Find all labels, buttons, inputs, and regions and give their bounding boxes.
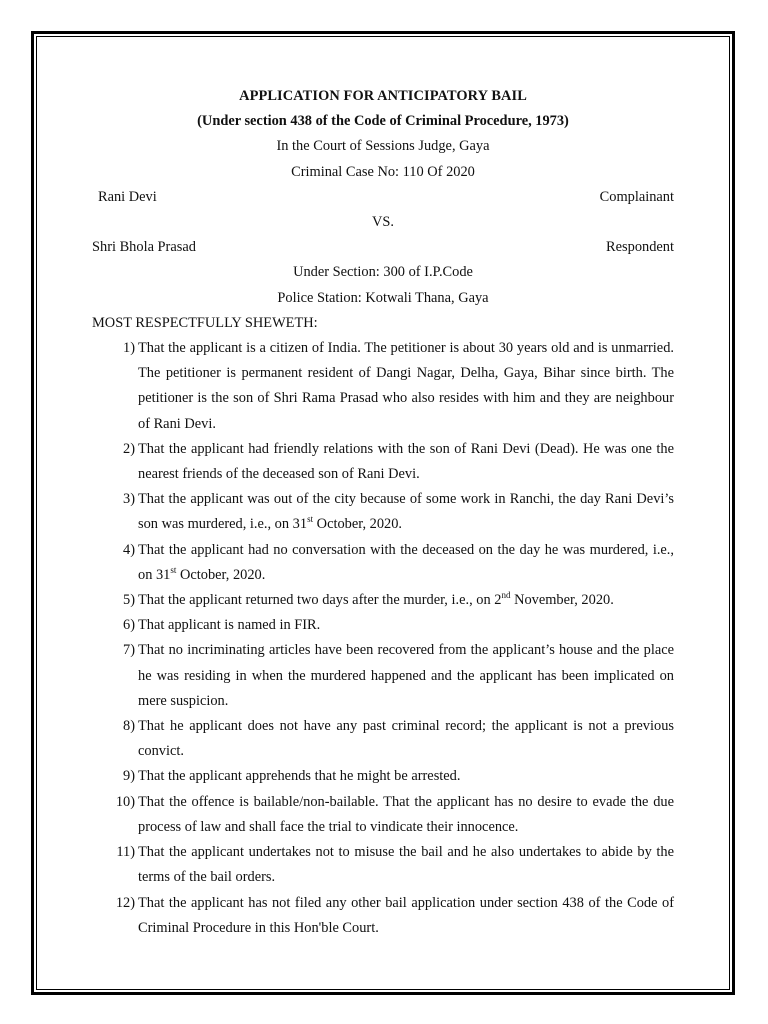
item-number: 3): [123, 491, 135, 508]
list-item: [92, 336, 674, 437]
item-number: 10): [115, 793, 135, 810]
court-name: In the Court of Sessions Judge, Gaya: [276, 138, 490, 155]
document-title: APPLICATION FOR ANTICIPATORY BAIL: [239, 88, 527, 104]
list-item: [92, 487, 674, 537]
item-text-tail: November, 2020.: [510, 592, 614, 609]
item-text-main: That the applicant was out of the city because of some work in Ranchi, the day Rani Devi’s son was murdered, i.e., on 31: [138, 491, 674, 533]
list-item: [92, 764, 674, 789]
item-text: That the applicant undertakes not to misuse the bail and he also undertakes to abide by the terms of the bail orders.: [138, 844, 674, 886]
complainant-role: Complainant: [599, 188, 674, 205]
item-number: 9): [123, 768, 135, 785]
item-text: That the applicant is a citizen of India. The petitioner is about 30 years old and is unmarried. The petitioner is permanent resident of Dangi Nagar, Delha, Gaya, Bihar since birth. The petitioner is the son of Shri Rama Prasad who also resides with him and they are neighbour of Rani Devi.: [138, 340, 674, 432]
police-station: Police Station: Kotwali Thana, Gaya: [277, 289, 489, 306]
item-text: [138, 538, 674, 588]
item-number: 12): [115, 894, 135, 911]
ordinal-suffix: st: [307, 514, 314, 525]
case-number: Criminal Case No: 110 Of 2020: [291, 163, 475, 180]
item-text: That he applicant does not have any past criminal record; the applicant is not a previous convict.: [138, 718, 674, 760]
item-text: That no incriminating articles have been recovered from the applicant’s house and the place he was residing in when the murdered happened and the applicant has been implicated on mere suspicion.: [138, 642, 674, 709]
item-text-tail: October, 2020.: [313, 516, 403, 533]
item-number: 2): [123, 440, 135, 457]
complainant-name: Rani Devi: [98, 188, 157, 205]
item-text: [138, 487, 674, 537]
list-item: [92, 613, 674, 638]
respondent-row: [92, 235, 674, 260]
item-text: That the offence is bailable/non-bailable. That the applicant has no desire to evade the due process of law and shall face the trial to vindicate their innocence.: [138, 793, 674, 835]
item-text-tail: October, 2020.: [176, 566, 266, 583]
list-item: [92, 714, 674, 764]
ipc-section: Under Section: 300 of I.P.Code: [293, 264, 473, 281]
list-item: [92, 588, 674, 613]
ordinal-suffix: nd: [501, 590, 511, 601]
list-item: [92, 437, 674, 487]
item-number: 11): [116, 844, 135, 861]
list-item: [92, 790, 674, 840]
item-number: 1): [123, 340, 135, 357]
item-text-main: That the applicant returned two days after the murder, i.e., on 2: [138, 592, 502, 609]
item-number: 5): [123, 592, 135, 609]
item-text: That applicant is named in FIR.: [138, 617, 321, 634]
salutation: MOST RESPECTFULLY SHEWETH:: [92, 314, 318, 331]
ordinal-suffix: st: [170, 565, 177, 576]
item-text: That the applicant has not filed any other bail application under section 438 of the Code of Criminal Procedure in this Hon'ble Court.: [138, 894, 674, 936]
list-item: [92, 538, 674, 588]
list-item: [92, 638, 674, 714]
list-item: [92, 840, 674, 890]
respondent-role: Respondent: [606, 239, 674, 256]
item-number: 8): [123, 718, 135, 735]
versus-label: VS.: [372, 214, 394, 231]
item-number: 4): [123, 541, 135, 558]
respondent-name: Shri Bhola Prasad: [92, 239, 196, 256]
item-text: That the applicant apprehends that he might be arrested.: [138, 768, 461, 785]
document-subtitle: (Under section 438 of the Code of Criminal Procedure, 1973): [197, 113, 569, 130]
item-text: That the applicant had friendly relations with the son of Rani Devi (Dead). He was one the nearest friends of the deceased son of Rani Devi.: [138, 440, 674, 483]
complainant-row: [92, 185, 674, 210]
item-number: 6): [123, 617, 135, 634]
item-number: 7): [123, 642, 135, 659]
list-item: [92, 891, 674, 941]
item-text: [138, 588, 674, 613]
petition-points: [92, 336, 674, 941]
item-text-main: That the applicant had no conversation with the deceased on the day he was murdered, i.e., on 31: [138, 541, 674, 583]
document-body: [92, 84, 674, 941]
